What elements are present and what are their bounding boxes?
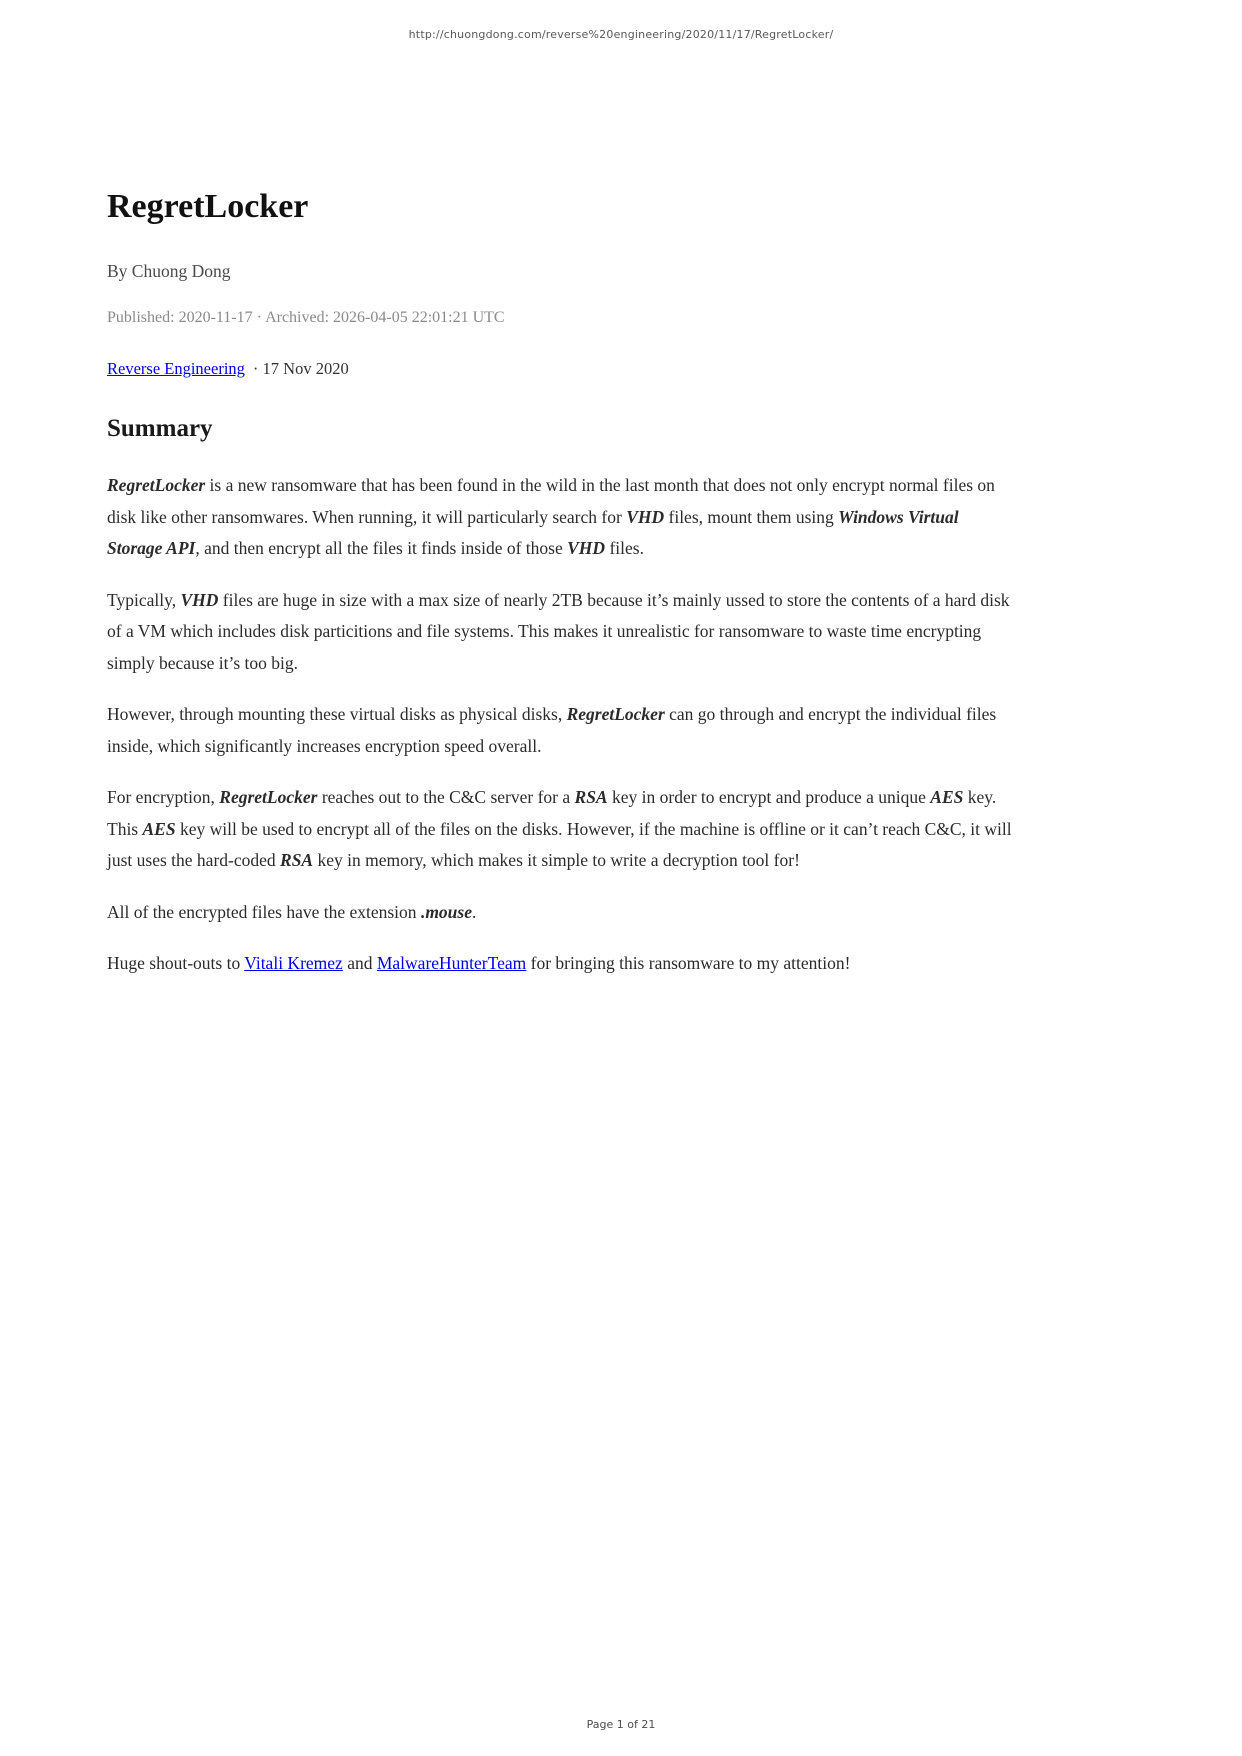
body-text: is a new ransomware that has been found in the wild in the last month that does not only encrypt normal files on disk like other ransomwares. When running, it will particularly search for [107, 475, 995, 527]
body-text: , and then encrypt all the files it finds inside of those [195, 538, 568, 559]
paragraph [107, 470, 1013, 565]
paragraph [107, 897, 1013, 929]
article [107, 0, 1013, 1000]
emphasis-text: RSA [280, 850, 314, 871]
paragraph [107, 782, 1013, 877]
body-text: However, through mounting these virtual disks as physical disks, [107, 704, 567, 725]
body-text: Huge shout-outs to [107, 953, 245, 974]
section-heading-summary: Summary [107, 415, 213, 443]
body-text: For encryption, [107, 787, 220, 808]
body-text: All of the encrypted files have the extension [107, 901, 421, 922]
post-date: · 17 Nov 2020 [252, 359, 349, 379]
emphasis-text: RegretLocker [107, 475, 206, 496]
body-text: reaches out to the C&C server for a [317, 787, 575, 808]
emphasis-text: VHD [626, 506, 665, 527]
body-text: . [472, 901, 477, 922]
body-text: files are huge in size with a max size of nearly 2TB because it’s mainly ussed to store the contents of a hard disk of a VM which includes disk particitions and file systems. This makes it unrealistic for ransomware to waste time encrypting simply because it’s too big. [107, 589, 1010, 673]
emphasis-text: AES [930, 787, 964, 808]
inline-link[interactable]: MalwareHunterTeam [376, 953, 527, 974]
body-text: key will be used to encrypt all of the files on the disks. However, if the machine is offline or it can’t reach C&C, it will just uses the hard-coded [107, 818, 1012, 871]
print-header-url: http://chuongdong.com/reverse%20engineering/2020/11/17/RegretLocker/ [408, 28, 834, 41]
paragraph [107, 948, 1013, 980]
author-byline: By Chuong Dong [107, 261, 231, 282]
published-archived-line: Published: 2020-11-17 · Archived: 2026-04-05 22:01:21 UTC [107, 309, 505, 327]
body-text: key in order to encrypt and produce a unique [607, 787, 931, 808]
body-text: for bringing this ransomware to my attention! [526, 953, 851, 974]
emphasis-text: AES [142, 818, 176, 839]
body-text: key. This [107, 787, 997, 839]
emphasis-text: VHD [180, 589, 219, 610]
paragraph [107, 699, 1013, 762]
page-number-footer: Page 1 of 21 [586, 1718, 656, 1731]
page-title: RegretLocker [107, 188, 309, 225]
emphasis-text: Windows Virtual Storage API [107, 506, 959, 559]
inline-link[interactable]: Vitali Kremez [244, 953, 343, 974]
paragraph [107, 585, 1013, 680]
category-row [107, 359, 1013, 379]
emphasis-text: .mouse [420, 901, 472, 922]
body-text: files. [605, 538, 644, 559]
emphasis-text: RegretLocker [219, 787, 318, 808]
emphasis-text: RSA [574, 787, 608, 808]
emphasis-text: RegretLocker [566, 704, 665, 725]
body-text: and [342, 953, 377, 974]
body-text: files, mount them using [664, 506, 839, 527]
article-body [107, 470, 1013, 980]
body-text: Typically, [107, 589, 181, 610]
body-text: can go through and encrypt the individual files inside, which significantly increases encryption speed overall. [107, 704, 997, 756]
category-link[interactable]: Reverse Engineering [107, 359, 245, 379]
emphasis-text: VHD [567, 538, 606, 559]
body-text: key in memory, which makes it simple to write a decryption tool for! [313, 850, 800, 871]
